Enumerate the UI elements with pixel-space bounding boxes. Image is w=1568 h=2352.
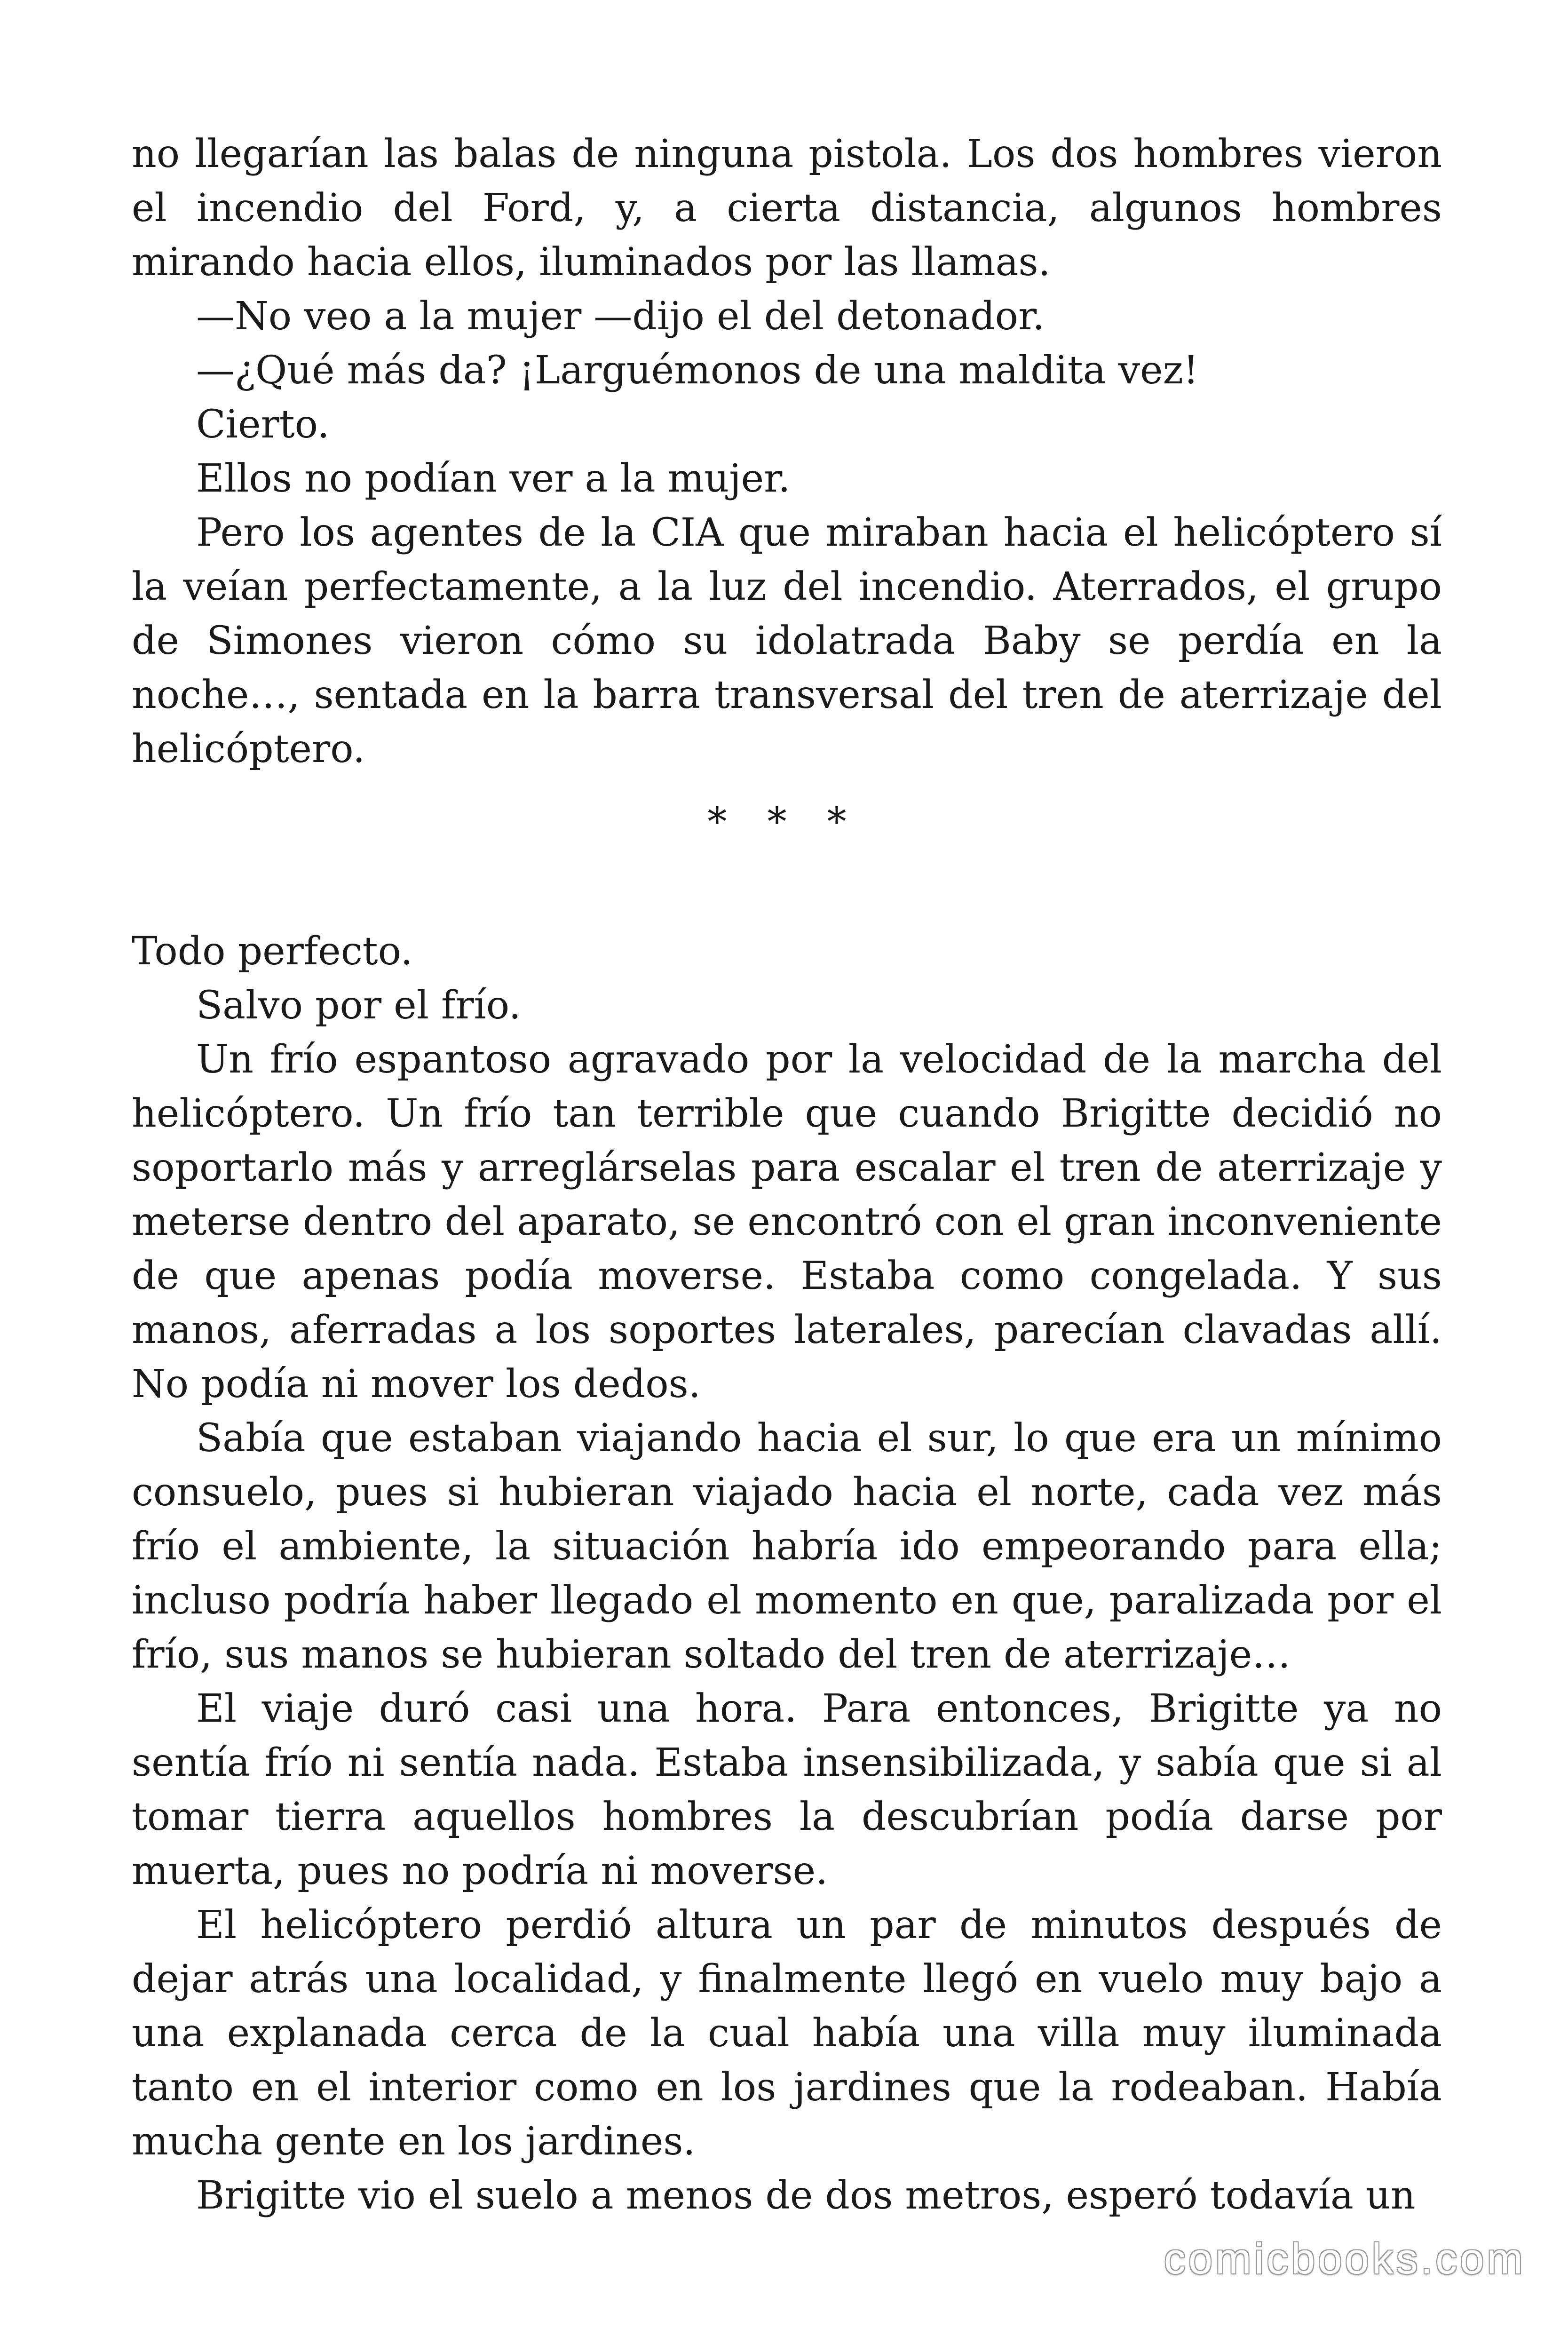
watermark: comicbooks.com — [1164, 2235, 1526, 2283]
text-block-top — [132, 127, 1442, 776]
paragraph: Todo perfecto. — [132, 929, 413, 974]
paragraph: Un frío espantoso agravado por la velocidad de la marcha del helicóptero. Un frío tan terrible que cuando Brigitte decidió no soportarlo más y arreglárselas para escalar el tren de aterrizaje y meterse dentro del aparato, se encontró con el gran inconveniente de que apenas podía moverse. Estaba como congelada. Y sus manos, aferradas a los soportes laterales, parecían clavadas allí. No podía ni mover los dedos. — [132, 1037, 1442, 1406]
paragraph: Pero los agentes de la CIA que miraban hacia el helicóptero sí la veían perfectamente, a la luz del incendio. Aterrados, el grupo de Simones vieron cómo su idolatrada Baby se perdía en la noche…, sentada en la barra transversal del tren de aterrizaje del helicóptero. — [132, 510, 1442, 771]
text-block-bottom — [132, 924, 1442, 2223]
paragraph: Cierto. — [196, 402, 330, 447]
paragraph: —¿Qué más da? ¡Larguémonos de una maldita vez! — [196, 348, 1199, 393]
section-separator: * * * — [707, 800, 861, 844]
paragraph: —No veo a la mujer —dijo el del detonador. — [196, 294, 1045, 339]
paragraph: Ellos no podían ver a la mujer. — [196, 456, 791, 501]
paragraph: Salvo por el frío. — [196, 983, 521, 1028]
paragraph: El viaje duró casi una hora. Para entonces, Brigitte ya no sentía frío ni sentía nada. Estaba insensibilizada, y sabía que si al tomar tierra aquellos hombres la descubrían podía darse por muerta, pues no podría ni moverse. — [132, 1686, 1442, 1893]
paragraph: Sabía que estaban viajando hacia el sur, lo que era un mínimo consuelo, pues si hubieran viajado hacia el norte, cada vez más frío el ambiente, la situación habría ido empeorando para ella; incluso podría haber llegado el momento en que, paralizada por el frío, sus manos se hubieran soltado del tren de aterrizaje… — [132, 1416, 1442, 1677]
paragraph: no llegarían las balas de ninguna pistola. Los dos hombres vieron el incendio del Ford, y, a cierta distancia, algunos hombres mirando hacia ellos, iluminados por las llamas. — [132, 132, 1442, 285]
paragraph: Brigitte vio el suelo a menos de dos metros, esperó todavía un — [196, 2173, 1416, 2218]
paragraph: El helicóptero perdió altura un par de minutos después de dejar atrás una localidad, y finalmente llegó en vuelo muy bajo a una explanada cerca de la cual había una villa muy iluminada tanto en el interior como en los jardines que la rodeaban. Había mucha gente en los jardines. — [132, 1903, 1442, 2164]
